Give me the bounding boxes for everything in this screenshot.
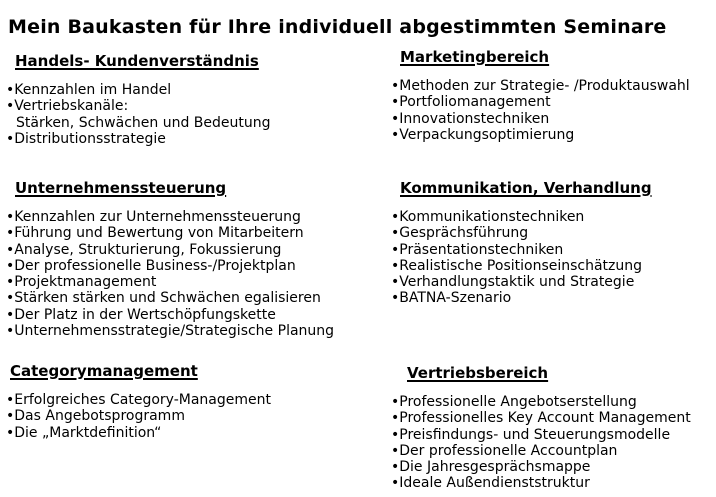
section-vertriebsbereich [391,364,716,492]
bullet-text: Realistische Positionseinschätzung [399,257,643,274]
bullet-item [6,307,384,323]
bullet-dot-icon: • [391,209,400,225]
bullet-item [391,258,716,274]
bullet-text: Präsentationstechniken [399,241,564,258]
bullet-text: Führung und Bewertung von Mitarbeitern [14,225,304,242]
bullet-dot-icon: • [391,110,400,127]
bullet-text: Die „Marktdefinition“ [14,424,162,441]
bullet-dot-icon: • [6,130,15,147]
section-unternehmenssteuerung [6,179,384,339]
bullet-dot-icon: • [391,459,400,476]
bullet-text: Preisfindungs- und Steuerungsmodelle [399,426,671,443]
bullet-item [391,127,716,143]
bullet-item [391,242,716,258]
bullet-item [391,394,716,410]
bullet-dot-icon: • [6,225,15,242]
bullet-list [6,82,384,147]
bullet-dot-icon: • [391,257,400,274]
bullet-item [6,425,384,441]
bullet-item [6,274,384,290]
section-heading: Handels- Kundenverständnis [15,52,259,70]
bullet-text: Der Platz in der Wertschöpfungskette [14,306,276,323]
bullet-item [391,225,716,241]
bullet-item [6,98,384,114]
bullet-item [391,209,716,225]
bullet-text: Der professionelle Business-/Projektplan [14,257,296,274]
section-heading: Vertriebsbereich [407,364,549,382]
bullet-dot-icon: • [6,323,15,340]
bullet-item [391,427,716,443]
bullet-item [391,111,716,127]
bullet-item [391,274,716,290]
bullet-item [6,258,384,274]
bullet-text: Verhandlungstaktik und Strategie [399,274,635,291]
section-heading: Marketingbereich [400,48,550,66]
bullet-dot-icon: • [6,408,15,425]
section-kommunikation-verhandlung [391,179,716,307]
bullet-dot-icon: • [391,225,400,242]
bullet-text: Professionelle Angebotserstellung [399,394,637,410]
bullet-item [391,410,716,426]
bullet-dot-icon: • [391,410,400,427]
bullet-dot-icon: • [391,426,400,443]
section-heading: Unternehmenssteuerung [15,179,227,197]
bullet-text: Methoden zur Strategie- /Produktauswahl [399,78,690,94]
bullet-text: Vertriebskanäle: [14,98,129,115]
section-heading: Kommunikation, Verhandlung [400,179,652,197]
bullet-dot-icon: • [391,475,400,492]
bullet-text: Stärken, Schwächen und Bedeutung [16,114,271,131]
bullet-item [6,323,384,339]
bullet-text: Innovationstechniken [399,110,550,127]
bullet-dot-icon: • [391,78,400,94]
bullet-text: Das Angebotsprogramm [14,408,185,425]
bullet-item-continuation [6,115,384,131]
bullet-text: Erfolgreiches Category-Management [14,392,271,408]
bullet-text: Die Jahresgesprächsmappe [399,459,591,476]
bullet-text: Distributionsstrategie [14,130,166,147]
bullet-item [6,392,384,408]
bullet-dot-icon: • [6,257,15,274]
bullet-dot-icon: • [6,424,15,441]
bullet-dot-icon: • [6,82,15,98]
bullet-text: Analyse, Strukturierung, Fokussierung [14,241,282,258]
bullet-list [391,209,716,307]
bullet-dot-icon: • [391,394,400,410]
bullet-text: Stärken stärken und Schwächen egalisieren [14,290,321,307]
bullet-list [6,209,384,339]
bullet-text: Unternehmensstrategie/Strategische Planung [14,323,335,340]
bullet-text: Kennzahlen im Handel [14,82,172,98]
bullet-text: Projektmanagement [14,274,157,291]
bullet-item [391,290,716,306]
bullet-text: Ideale Außendienststruktur [399,475,590,492]
bullet-text: Portfoliomanagement [399,94,551,111]
bullet-item [391,459,716,475]
bullet-item [391,94,716,110]
page-title: Mein Baukasten für Ihre individuell abgestimmten Seminare [8,15,667,38]
bullet-text: Kommunikationstechniken [399,209,585,225]
bullet-dot-icon: • [6,290,15,307]
section-heading: Categorymanagement [10,362,198,380]
bullet-item [6,290,384,306]
bullet-dot-icon: • [6,392,15,408]
bullet-text: BATNA-Szenario [399,290,512,307]
bullet-item [6,131,384,147]
bullet-item [6,408,384,424]
bullet-item [391,475,716,491]
bullet-item [6,225,384,241]
bullet-dot-icon: • [6,98,15,115]
bullet-item [6,82,384,98]
bullet-dot-icon: • [391,442,400,459]
bullet-text: Der professionelle Accountplan [399,442,618,459]
bullet-dot-icon: • [391,241,400,258]
section-categorymanagement [6,362,384,441]
bullet-text: Verpackungsoptimierung [399,126,575,143]
bullet-item [391,443,716,459]
bullet-dot-icon: • [391,94,400,111]
bullet-item [6,242,384,258]
bullet-dot-icon: • [6,306,15,323]
section-marketingbereich [391,48,716,143]
bullet-list [391,394,716,492]
bullet-item [6,209,384,225]
bullet-dot-icon: • [391,290,400,307]
bullet-item [391,78,716,94]
bullet-list [391,78,716,143]
bullet-text: Kennzahlen zur Unternehmenssteuerung [14,209,301,225]
bullet-dot-icon: • [6,274,15,291]
bullet-dot-icon: • [391,274,400,291]
bullet-text: Professionelles Key Account Management [399,410,691,427]
bullet-dot-icon: • [6,241,15,258]
bullet-list [6,392,384,441]
bullet-text: Gesprächsführung [399,225,529,242]
bullet-dot-icon: • [6,209,15,225]
section-handels-kundenverstaendnis [6,52,384,147]
bullet-dot-icon: • [391,126,400,143]
